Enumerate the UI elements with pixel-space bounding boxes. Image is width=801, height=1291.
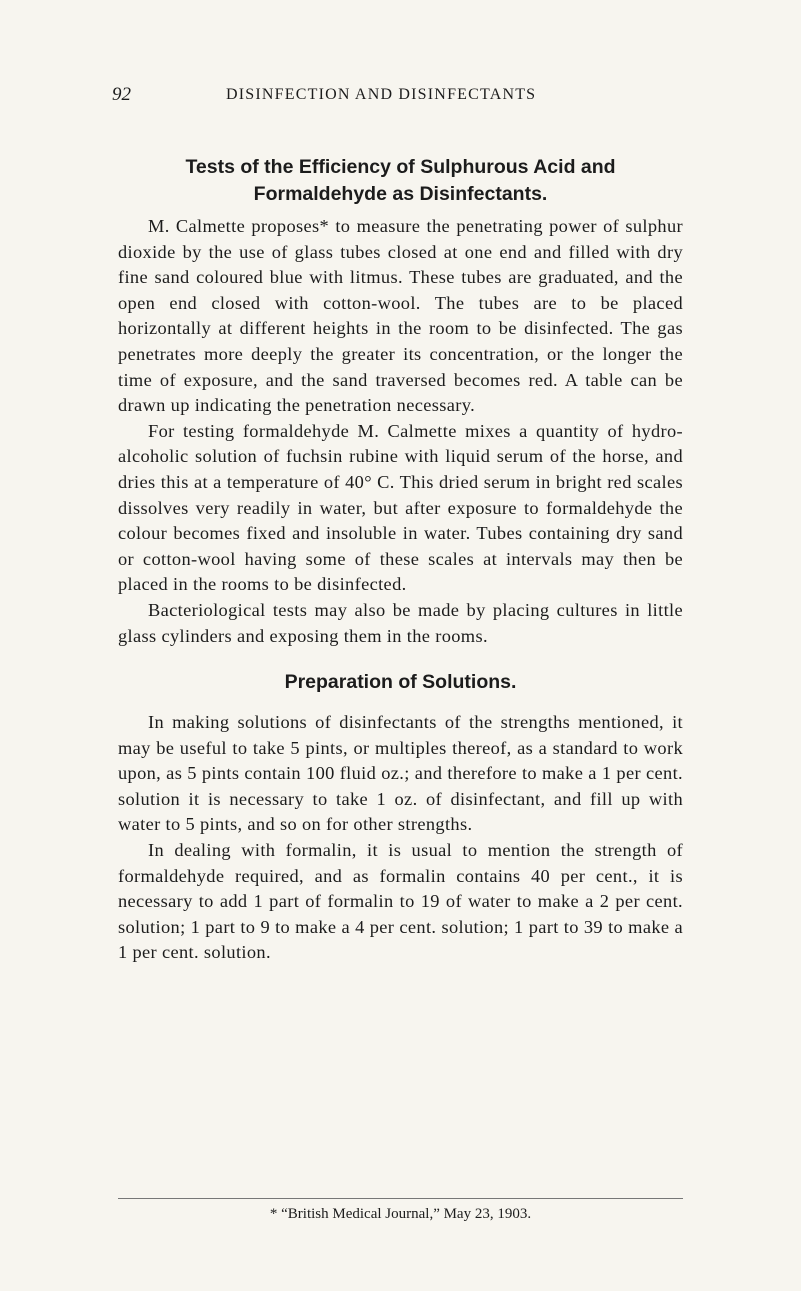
page-body bbox=[112, 84, 683, 966]
paragraph-sulphur-dioxide-test: M. Calmette proposes* to measure the penetrating power of sulphur dioxide by the use of glass tubes closed at one end and filled with dry fine sand coloured blue with litmus. These tubes are graduated, and the open end closed with cotton-wool. The tubes are to be placed horizontally at different heights in the room to be disinfected. The gas penetrates more deeply the greater its concentration, or the longer the time of exposure, and the sand traversed becomes red. A table can be drawn up indicating the penetration necessary. bbox=[118, 216, 683, 416]
footnote-rule bbox=[118, 1198, 683, 1199]
section-heading-tests: Tests of the Efficiency of Sulphurous Acid and Formaldehyde as Disinfectants. bbox=[185, 156, 616, 205]
footnote: * “British Medical Journal,” May 23, 1903. bbox=[269, 1206, 532, 1222]
paragraph-formalin-dilution: In dealing with formalin, it is usual to mention the strength of formaldehyde required, and as formalin contains 40 per cent., it is necessary to add 1 part of formalin to 19 of water to make a 2 per cent. solution; 1 part to 9 to make a 4 per cent. solution; 1 part to 39 to make a 1 per cent. solution. bbox=[118, 840, 683, 963]
paragraph-formaldehyde-test: For testing formaldehyde M. Calmette mixes a quantity of hydro-alcoholic solution of fuchsin rubine with liquid serum of the horse, and dries this at a temperature of 40° C. This dried serum in bright red scales dissolves very readily in water, but after exposure to formaldehyde the colour becomes fixed and insoluble in water. Tubes containing dry sand or cotton-wool having some of these scales at intervals may then be placed in the rooms to be disinfected. bbox=[118, 420, 683, 595]
paragraph-solution-strengths: In making solutions of disinfectants of the strengths mentioned, it may be useful to take 5 pints, or multiples thereof, as a standard to work upon, as 5 pints contain 100 fluid oz.; and therefore to make a 1 per cent. solution it is necessary to take 1 oz. of disinfectant, and fill up with water to 5 pints, and so on for other strengths. bbox=[118, 712, 683, 835]
running-title: DISINFECTION AND DISINFECTANTS bbox=[226, 86, 537, 103]
page-number: 92 bbox=[112, 84, 131, 105]
paragraph-bacteriological-tests: Bacteriological tests may also be made by placing cultures in little glass cylinders and exposing them in the rooms. bbox=[118, 599, 683, 646]
section-heading-preparation: Preparation of Solutions. bbox=[284, 671, 517, 694]
running-head bbox=[112, 84, 683, 114]
